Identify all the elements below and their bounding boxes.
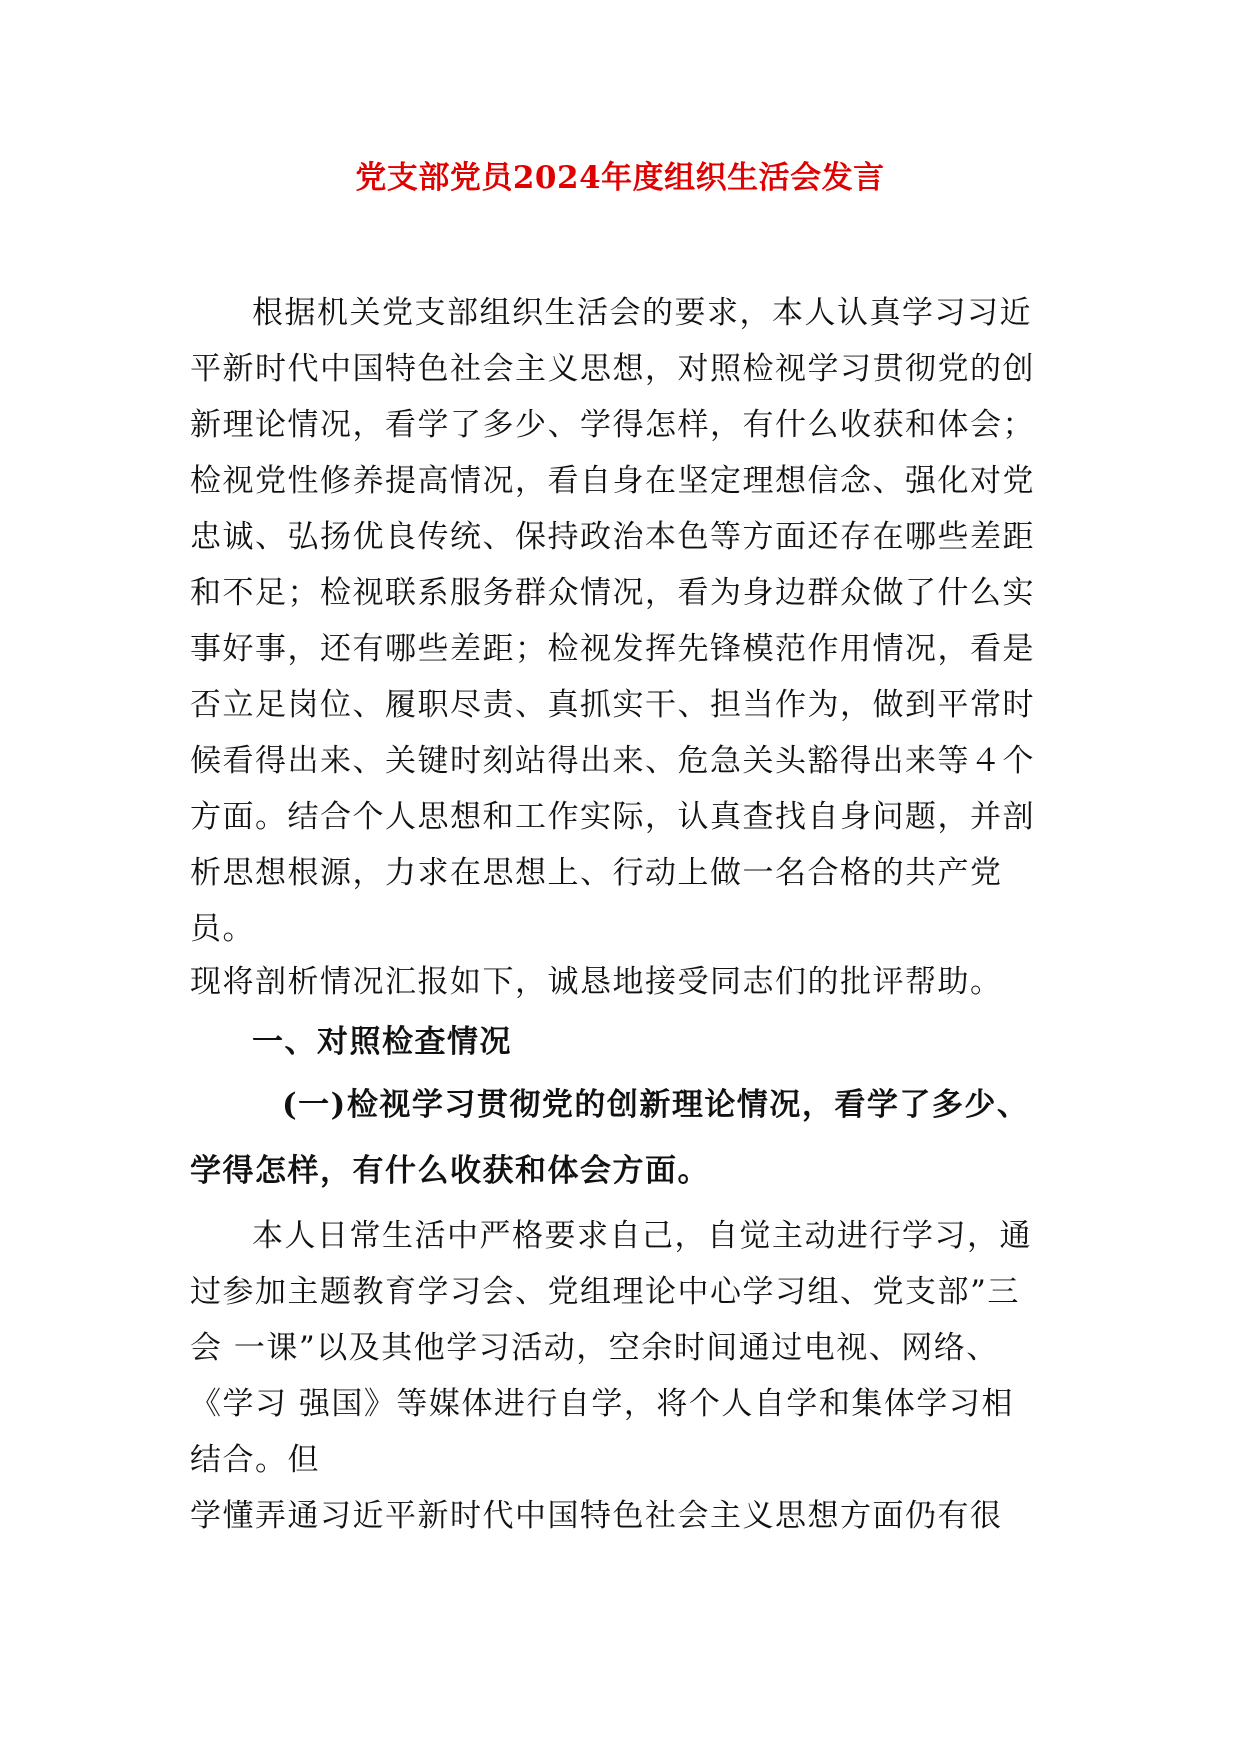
subsection-heading: (一)检视学习贯彻党的创新理论情况，看学了多少、 (282, 1087, 1030, 1123)
paragraph-line: 员。 (190, 911, 255, 947)
paragraph-line: 检视党性修养提高情况，看自身在坚定理想信念、强化对党 (190, 463, 1035, 499)
paragraph-line: 候看得出来、关键时刻站得出来、危急关头豁得出来等４个 (190, 743, 1035, 779)
paragraph-line: 新理论情况，看学了多少、学得怎样，有什么收获和体会； (190, 407, 1035, 443)
paragraph-line: 现将剖析情况汇报如下，诚恳地接受同志们的批评帮助。 (190, 964, 1003, 1000)
paragraph-line: 平新时代中国特色社会主义思想，对照检视学习贯彻党的创 (190, 351, 1035, 387)
paragraph-line: 析思想根源，力求在思想上、行动上做一名合格的共产党 (190, 855, 1003, 891)
paragraph-line: 本人日常生活中严格要求自己，自觉主动进行学习，通 (252, 1218, 1032, 1254)
paragraph-line: 过参加主题教育学习会、党组理论中心学习组、党支部”三 (190, 1274, 1020, 1310)
section-heading: 一、对照检查情况 (252, 1024, 512, 1060)
subsection-heading: 学得怎样，有什么收获和体会方面。 (190, 1153, 710, 1189)
paragraph-line: 否立足岗位、履职尽责、真抓实干、担当作为，做到平常时 (190, 687, 1035, 723)
paragraph-line: 和不足；检视联系服务群众情况，看为身边群众做了什么实 (190, 575, 1035, 611)
paragraph-line: 《学习 强国》等媒体进行自学，将个人自学和集体学习相 (190, 1386, 1014, 1422)
document-title: 党支部党员2024年度组织生活会发言 (355, 160, 885, 196)
paragraph-line: 学懂弄通习近平新时代中国特色社会主义思想方面仍有很 (190, 1498, 1003, 1534)
paragraph-line: 会 一课”以及其他学习活动，空余时间通过电视、网络、 (190, 1330, 999, 1366)
paragraph-line: 方面。结合个人思想和工作实际，认真查找自身问题，并剖 (190, 799, 1035, 835)
paragraph-line: 忠诚、弘扬优良传统、保持政治本色等方面还存在哪些差距 (190, 519, 1035, 555)
paragraph-line: 结合。但 (190, 1442, 320, 1478)
paragraph-line: 事好事，还有哪些差距；检视发挥先锋模范作用情况，看是 (190, 631, 1035, 667)
paragraph-line: 根据机关党支部组织生活会的要求，本人认真学习习近 (252, 295, 1032, 331)
